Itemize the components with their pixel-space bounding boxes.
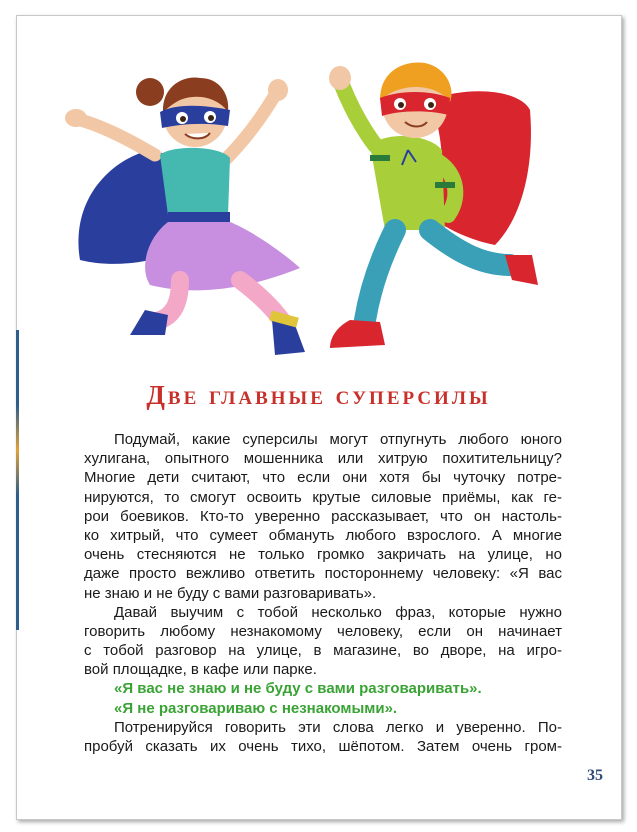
text-line: Подумай, какие суперсилы могут отпугнуть любого юного xyxy=(114,431,562,448)
text-line: рои боевиков. Кто-то уверенно рассказывает, что он настоль- xyxy=(84,507,562,525)
girl-skirt xyxy=(145,222,300,290)
safety-phrase: «Я вас не знаю и не буду с вами разговаривать». xyxy=(114,680,482,698)
text-line: не знаю и не буду с вами разговаривать». xyxy=(84,584,377,602)
girl-shirt xyxy=(160,148,230,215)
text-line: пробуй сказать их очень тихо, шёпотом. Затем очень гром- xyxy=(84,738,562,755)
text-line: с тобой разговор на улице, в магазине, во дворе, на игро- xyxy=(84,642,562,660)
text-line: вой площадке, в кафе или парке. xyxy=(84,661,317,679)
text-line: даже просто вежливо ответить постороннему человеку: «Я вас xyxy=(84,565,562,583)
book-spine-edge xyxy=(16,330,19,630)
text-line: нируются, то смогут освоить крутые силовые приёмы, как ге- xyxy=(84,488,562,506)
text-line: ко хитрый, что сумеет обмануть любого взрослого. А многие xyxy=(84,526,562,544)
boy-shoe-right xyxy=(505,255,538,285)
paragraph-2 xyxy=(84,603,562,680)
boy-arm-left xyxy=(342,85,375,145)
paragraph-1 xyxy=(84,430,562,603)
page-number: 35 xyxy=(587,767,603,784)
boy-shoe-left xyxy=(330,320,385,348)
girl-arm-right xyxy=(225,95,275,160)
text-line: очень стесняются не только громко закричать на улице, но xyxy=(84,546,562,564)
boy-leg-left xyxy=(365,230,395,320)
page-title: Две главные суперсилы xyxy=(146,380,491,410)
article-body xyxy=(84,430,562,756)
text-line: Давай выучим с тобой несколько фраз, которые нужно xyxy=(114,603,562,621)
text-line: Потренируйся говорить эти слова легко и уверенно. По- xyxy=(114,718,562,736)
safety-phrases xyxy=(84,679,562,717)
safety-phrase: «Я не разговариваю с незнакомыми». xyxy=(114,699,398,717)
text-line: Многие дети считают, что если они хотя бы чуточку потре- xyxy=(84,469,562,487)
paragraph-3 xyxy=(84,718,562,756)
girl-arm-left xyxy=(80,120,155,155)
text-line: говорить любому незнакомому человеку, если он начинает xyxy=(84,622,562,640)
superhero-kids-illustration xyxy=(50,30,550,375)
text-line: хулигана, опытного мошенника или хитрую похитительницу? xyxy=(84,450,562,468)
